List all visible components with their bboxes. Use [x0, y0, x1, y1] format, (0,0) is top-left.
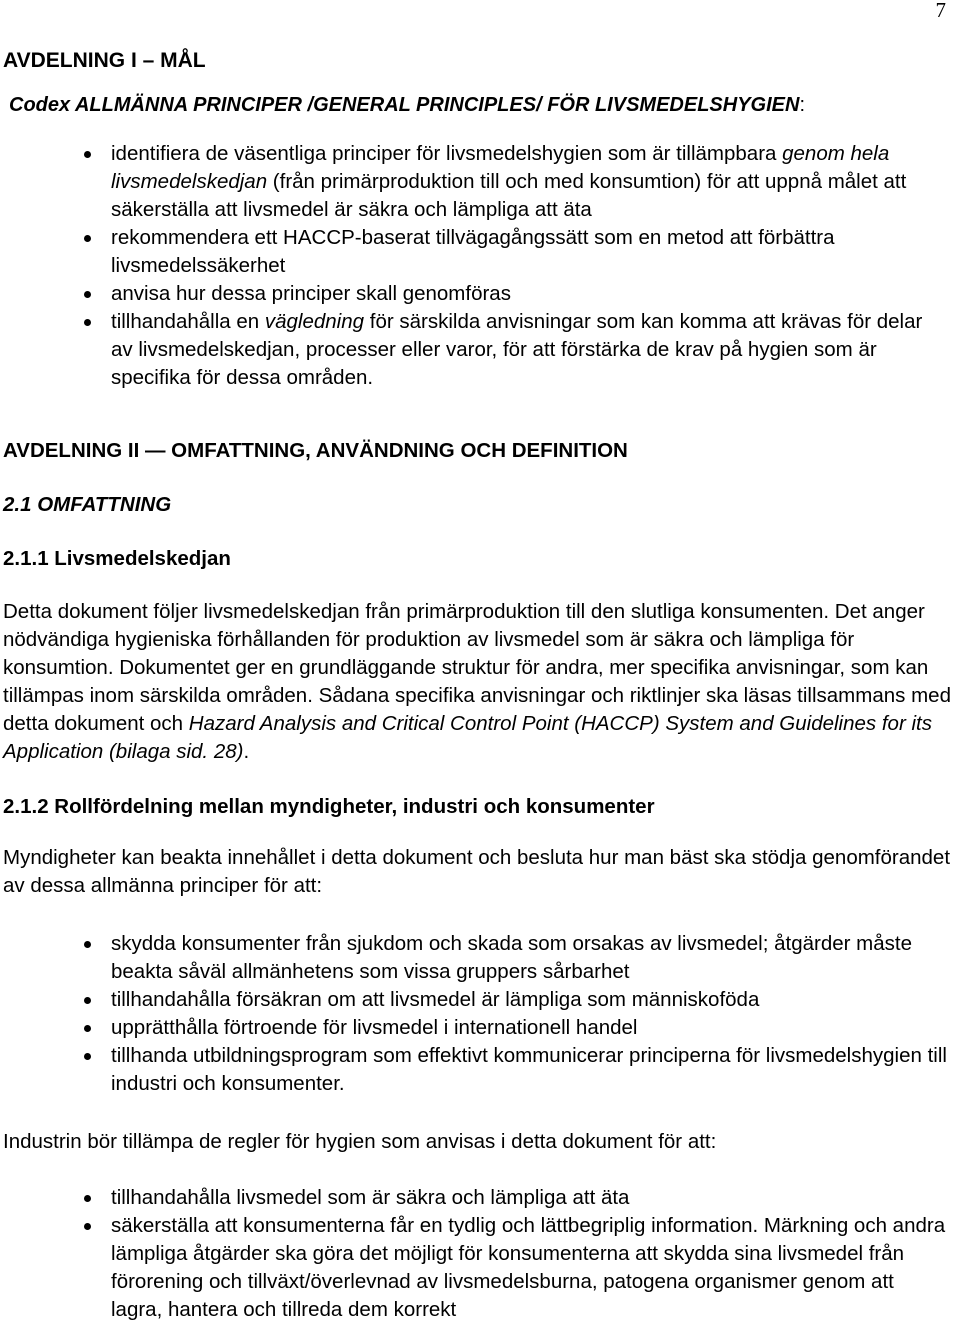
paragraph-emphasis: Hazard Analysis and Critical Control Point (HACCP) System and Guidelines for its Application (bilaga sid. 28): [3, 712, 932, 763]
list-item-text: tillhandahålla en: [111, 310, 265, 333]
goals-list: [3, 140, 958, 392]
list-item: [3, 224, 958, 280]
codex-heading-colon: :: [799, 94, 806, 116]
list-item-emphasis: genom hela livsmedelskedjan: [111, 142, 890, 193]
list-item: [3, 308, 958, 392]
list-item-text: för särskilda anvisningar som kan komma att krävas för delar av livsmedelskedjan, processer eller varor, för att förstärka de krav på hygien som är specifika för dessa områden.: [111, 310, 923, 389]
list-item: [3, 930, 958, 986]
bullet-icon: [84, 1053, 91, 1060]
list-item-text: (från primärproduktion till och med konsumtion) för att uppnå målet att säkerställa att livsmedel är säkra och lämpliga att äta: [111, 170, 907, 221]
paragraph-industrin: Industrin bör tillämpa de regler för hygien som anvisas i detta dokument för att:: [3, 1130, 717, 1153]
list-item-text: tillhandahålla livsmedel som är säkra och lämpliga att äta: [111, 1186, 630, 1209]
section-2-title: AVDELNING II — OMFATTNING, ANVÄNDNING OCH DEFINITION: [3, 439, 628, 462]
list-item-text: tillhanda utbildningsprogram som effektivt kommunicerar principerna för livsmedelshygien till industri och konsumenter.: [111, 1044, 947, 1095]
bullet-icon: [84, 1025, 91, 1032]
list-item-text: anvisa hur dessa principer skall genomföras: [111, 282, 511, 305]
paragraph-text: Detta dokument följer livsmedelskedjan från primärproduktion till den slutliga konsumenten. Det anger nödvändiga hygieniska förhållanden för produktion av livsmedel som är säkra och lämpliga för konsumtion. Dokumentet ger en grundläggande struktur för andra, mer specifika anvisningar, som kan tillämpas inom särskilda områden. Sådana specifika anvisningar och riktlinjer ska läsas tillsammans med detta dokument och: [3, 600, 951, 735]
page-number: 7: [935, 0, 946, 22]
list-item: [3, 986, 958, 1014]
section-1-title: AVDELNING I – MÅL: [3, 49, 206, 72]
list-item-text: tillhandahålla försäkran om att livsmedel är lämpliga som människoföda: [111, 988, 760, 1011]
document-body: [3, 46, 958, 1324]
subsection-2-1-1-title: 2.1.1 Livsmedelskedjan: [3, 547, 231, 570]
list-item-text: upprätthålla förtroende för livsmedel i internationell handel: [111, 1016, 638, 1039]
list-item-text: identifiera de väsentliga principer för livsmedelshygien som är tillämpbara: [111, 142, 783, 165]
industry-list: [3, 1184, 958, 1324]
codex-heading: [9, 90, 958, 120]
list-item: [3, 1014, 958, 1042]
bullet-icon: [84, 319, 91, 326]
list-item: [3, 140, 958, 224]
list-item: [3, 1042, 958, 1098]
bullet-icon: [84, 997, 91, 1004]
list-item: [3, 280, 958, 308]
paragraph-text: .: [243, 740, 250, 763]
bullet-icon: [84, 1223, 91, 1230]
bullet-icon: [84, 235, 91, 242]
subsection-2-1-title: 2.1 OMFATTNING: [3, 493, 172, 516]
list-item-text: säkerställa att konsumenterna får en tydlig och lättbegriplig information. Märkning och andra lämpliga åtgärder ska göra det möjligt för konsumenterna att skydda sina livsmedel från förorening och tillväxt/överlevnad av livsmedelsburna, patogena organismer genom att lagra, hantera och tillreda dem korrekt: [111, 1214, 946, 1321]
list-item-text: rekommendera ett HACCP-baserat tillvägagångssätt som en metod att förbättra livsmedelssäkerhet: [111, 226, 835, 277]
authority-list: [3, 930, 958, 1098]
bullet-icon: [84, 151, 91, 158]
bullet-icon: [84, 1195, 91, 1202]
bullet-icon: [84, 941, 91, 948]
list-item: [3, 1212, 958, 1324]
list-item: [3, 1184, 958, 1212]
list-item-emphasis: vägledning: [264, 310, 365, 333]
codex-heading-text: Codex ALLMÄNNA PRINCIPER /GENERAL PRINCIPLES/ FÖR LIVSMEDELSHYGIEN: [9, 94, 800, 116]
paragraph-myndigheter: Myndigheter kan beakta innehållet i detta dokument och besluta hur man bäst ska stödja genomförandet av dessa allmänna principer för att:: [3, 846, 951, 897]
list-item-text: skydda konsumenter från sjukdom och skada som orsakas av livsmedel; åtgärder måste beakta såväl allmänhetens som vissa gruppers sårbarhet: [111, 932, 913, 983]
subsection-2-1-2-title: 2.1.2 Rollfördelning mellan myndigheter, industri och konsumenter: [3, 795, 655, 818]
bullet-icon: [84, 291, 91, 298]
paragraph-livsmedelskedjan: [3, 598, 958, 766]
